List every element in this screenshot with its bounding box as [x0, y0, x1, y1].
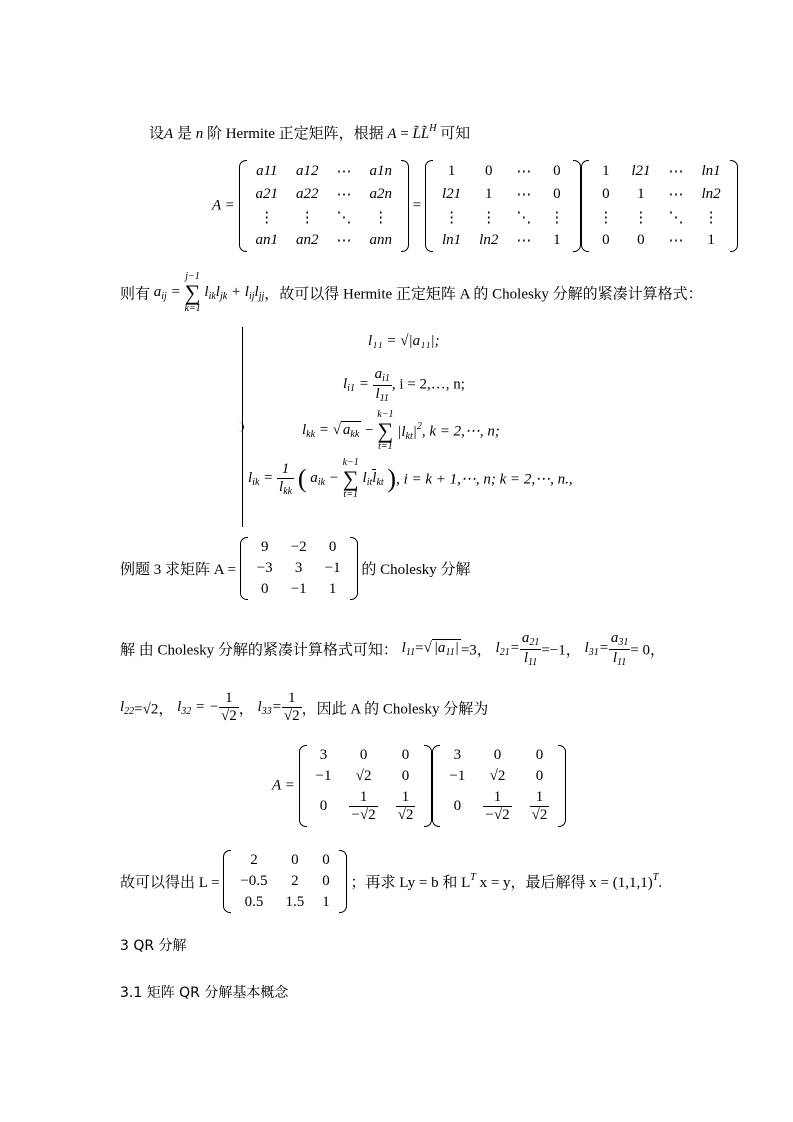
scheme-row-1: l₁₁ = √|a₁₁|; [368, 333, 440, 349]
intro-line: 设A 是 n 阶 Hermite 正定矩阵，根据 A = L̃L̃$^H$ 可知 [149, 123, 471, 142]
example-prefix: 例题 3 求矩阵 A = [120, 562, 236, 578]
formula-sup: H [429, 123, 437, 134]
intro-rest: 阶 Hermite 正定矩阵，根据 [203, 126, 388, 142]
solution-line-2: $l_{22}=√2$， $l_{32}$ = − $\frac{1}{√2}$ ， $l_{33}=$ $\frac{1}{√2}$ ，因此 A 的 Cholesky 分解为 [120, 690, 489, 725]
sum-symbol: j−1 ∑ k=1 [184, 271, 201, 314]
final-prefix: 故可以得出 L = [120, 875, 220, 891]
eq-A: A = [212, 197, 235, 214]
section-heading-3-1: 3.1 矩阵 QR 分解基本概念 [120, 985, 289, 1001]
relation-suffix: ，故可以得 Hermite 正定矩阵 A 的 Cholesky 分解的紧凑计算格式： [264, 286, 703, 303]
formula-rhs: L̃L̃ [412, 126, 430, 142]
solution-prefix: 解 由 Cholesky 分解的紧凑计算格式可知： [120, 642, 398, 659]
matrix-A: a11 a12 ⋯ a1n a21 a22 ⋯ a2n ⋮ ⋮ ⋱ ⋮ an1 an2 ⋯ ann [239, 160, 410, 252]
intro-tail: 可知 [436, 126, 471, 142]
final-matrix-L: 2 0 0 −0.5 2 0 0.5 1.5 1 [223, 850, 346, 913]
scheme-row-4: $l_{ik}$ = $\frac{1}{l_{kk}}$ ( $a_{ik}$ − k−1 ∑ t=1 $l_{it}l_{kt}$ ), i = k + 1,⋯, n; k = 2,⋯, n., [248, 457, 573, 500]
result-matrix-L: 3 0 0 −1 √2 0 0 $\frac{1}{-√2}$ $\frac{1}{√2}$ [299, 745, 433, 827]
final-line: 故可以得出 L = 2 0 0 −0.5 2 0 0.5 1.5 1 ；再求 Ly = b 和 $L^T$ x = y，最后解得 $x = (1,1,1)^T$. [120, 850, 662, 913]
solution-line-1: 解 由 Cholesky 分解的紧凑计算格式可知： $l_{11}=√$ $|a_{11}| =3$， $l_{21}=$ $\frac{a_{21}}{l_{11}}$ =−1， $l_{31}=$ $\frac{a_{31}}{l_{11}}$ = 0， [120, 630, 666, 668]
example-suffix: 的 Cholesky 分解 [361, 562, 471, 578]
var-A: A [164, 126, 174, 142]
intro-is: 是 [173, 126, 196, 142]
relation-prefix: 则有 [120, 286, 151, 303]
matrix-equation: A = a11 a12 ⋯ a1n a21 a22 ⋯ a2n ⋮ ⋮ ⋱ ⋮ an1 an2 ⋯ ann = 1 0 ⋯ 0 l21 1 ⋯ 0 ⋮ ⋮ ⋱ ⋮ ln1 ln2 ⋯ 1 1 l21 ⋯ ln1 0 1 ⋯ ln2 ⋮ ⋮ ⋱ ⋮ 0 0 ⋯ 1 [212, 160, 738, 252]
result-equation: A = 3 0 0 −1 √2 0 0 $\frac{1}{-√2}$ $\frac{1}{√2}$ 3 0 0 −1 √2 0 0 $\frac{1}{-√2}$ $\frac{1}{√2}$ [272, 745, 566, 827]
formula-lhs: A [387, 126, 397, 142]
scheme-row-3: $l_{kk}$ = √ $a_{kk}$ − k−1 ∑ t=1 $|l_{kt}|^2$, k = 2,⋯, n; [302, 409, 500, 452]
result-matrix-LH: 3 0 0 −1 √2 0 0 $\frac{1}{-√2}$ $\frac{1}{√2}$ [432, 745, 566, 827]
scheme-row-2: $l_{i1}$ = $\frac{a_{i1}}{l_{11}}$ , i = 2,…, n; [343, 366, 465, 404]
section-heading-3: 3 QR 分解 [120, 938, 187, 954]
matrix-LH: 1 l21 ⋯ ln1 0 1 ⋯ ln2 ⋮ ⋮ ⋱ ⋮ 0 0 ⋯ 1 [581, 160, 737, 252]
var-n: n [195, 126, 204, 142]
matrix-L: 1 0 ⋯ 0 l21 1 ⋯ 0 ⋮ ⋮ ⋱ ⋮ ln1 ln2 ⋯ 1 [425, 160, 581, 252]
example-line [120, 537, 471, 600]
relation-line: 则有 $a_{ij}$ = j−1 ∑ k=1 $l_{ik}l_{jk} + l_{ij}l_{jj}$，故可以得 Hermite 正定矩阵 A 的 Cholesky 分解的紧凑计算格式： [120, 271, 703, 314]
intro-prefix: 设 [149, 126, 165, 142]
example-matrix: 9 −2 0 −3 3 −1 0 −1 1 [240, 537, 358, 600]
